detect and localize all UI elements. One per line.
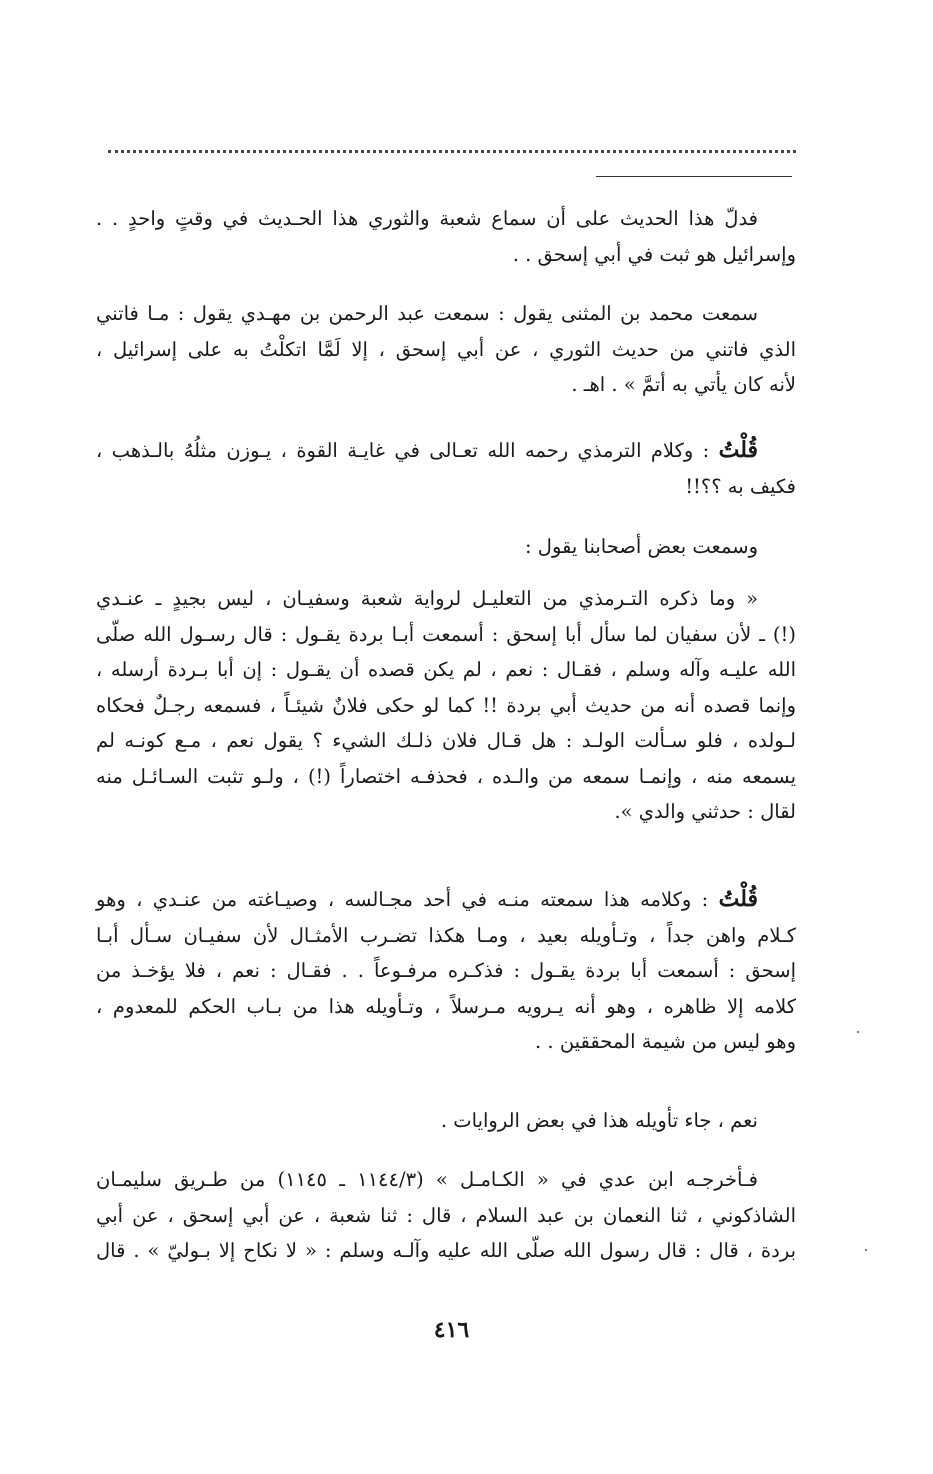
text-line: وإنما قصده أنه من حديث أبي بردة !! كما لو حكى فلانٌ شيئـاً ، فسمعه رجـلٌ فحكاه <box>96 693 796 717</box>
paragraph-3 <box>96 433 796 504</box>
text-line: سمعت محمد بن المثنى يقول : سمعت عبد الرحمن بن مهـدي يقول : مـا فاتني <box>96 302 758 325</box>
text-line: وسمعت بعض أصحابنا يقول : <box>525 535 758 558</box>
footnote-rule <box>596 176 792 177</box>
paragraph-6 <box>96 882 796 1060</box>
text-line: « وما ذكره التـرمذي من التعليـل لرواية شعبة وسفيـان ، ليس بجيدٍ ـ عنـدي <box>96 587 758 610</box>
text-line: لأنه كان يأتي به أتمَّ » . اهـ . <box>571 373 796 396</box>
text-line: فكيف به ؟؟!! <box>685 474 796 498</box>
text-line: الشاذكوني ، ثنا النعمان بن عبد السلام ، قال : ثنا شعبة ، عن أبي إسحق ، عن أبي <box>96 1203 796 1227</box>
paragraph-8 <box>96 1162 796 1269</box>
dotted-separator <box>108 150 796 153</box>
text-line <box>96 882 796 918</box>
text-line: كـلام واهن جداً ، وتـأويله بعيد ، ومـا هكذا تضـرب الأمثـال لأن سفيـان سـأل أبـا <box>96 923 796 947</box>
quoted-paragraph <box>96 581 796 830</box>
text-segment: : وكلام الترمذي رحمه الله تعـالى في غايـة القوة ، يـوزن مثلُهُ بالـذهب ، <box>96 439 719 462</box>
page-number: ٤١٦ <box>433 1317 470 1343</box>
text-line: بردة ، قال : قال رسول الله صلّى الله عليه وآلـه وسلم : « لا نكاح إلا بـوليّ » . قال <box>96 1239 796 1262</box>
text-line: (!) ـ لأن سفيان لما سأل أبا إسحق : أسمعت أبـا بردة يقـول : قال رسـول الله صلّى <box>96 622 796 646</box>
text-line: نعم ، جاء تأويله هذا في بعض الروايات . <box>440 1109 758 1132</box>
text-line: كلامه إلا ظاهره ، وهو أنه يـرويه مـرسلاً ، وتـأويله هذا من بـاب الحكم للمعدوم ، <box>96 994 796 1018</box>
text-line: وهو ليس من شيمة المحققين . . <box>535 1030 796 1053</box>
text-line: فـأخرجـه ابن عدي في « الكـامـل » (١١٤٤/٣ ـ ١١٤٥) من طـريق سليمـان <box>96 1168 758 1191</box>
text-line: الذي فاتني من حديث الثوري ، عن أبي إسحق ، إلا لَمَّا اتكلْتُ به على إسرائيل ، <box>96 337 796 361</box>
paragraph-2 <box>96 296 796 403</box>
qult-label: قُلْتُ <box>718 886 758 912</box>
paragraph-1 <box>96 201 796 272</box>
text-line: وإسرائيل هو ثبت في أبي إسحق . . <box>512 242 796 266</box>
text-line <box>96 433 796 469</box>
text-line: إسحق : أسمعت أبا بردة يقـول : فذكـره مرفـوعاً . . فقـال : نعم ، فلا يؤخـذ من <box>96 959 796 982</box>
text-segment: : وكلامه هذا سمعته منـه في أحد مجـالسه ، وصيـاغته من عنـدي ، وهو <box>96 888 719 911</box>
text-line: لقال : حدثني والدي ». <box>614 800 796 823</box>
qult-label: قُلْتُ <box>718 437 758 463</box>
paragraph-7 <box>96 1103 796 1139</box>
text-line: لـولده ، فلو سـألت الولـد : هل قـال فلان ذلـك الشيء ؟ يقول نعم ، مـع كونـه لم <box>96 729 796 752</box>
paragraph-4 <box>96 529 796 565</box>
text-line: فدلّ هذا الحديث على أن سماع شعبة والثوري هذا الحـديث في وقتٍ واحدٍ . . <box>96 207 758 230</box>
scan-speck <box>857 1031 859 1033</box>
scan-speck <box>865 1249 867 1251</box>
text-line: الله عليـه وآله وسلم ، فقـال : نعم ، لم يكن قصده أن يقـول : إن أبا بـردة أرسله ، <box>96 658 796 681</box>
text-line: يسمعه منه ، وإنمـا سمعه من والـده ، فحذفـه اختصاراً (!) ، ولـو تثبت السـائـل منه <box>96 764 796 788</box>
